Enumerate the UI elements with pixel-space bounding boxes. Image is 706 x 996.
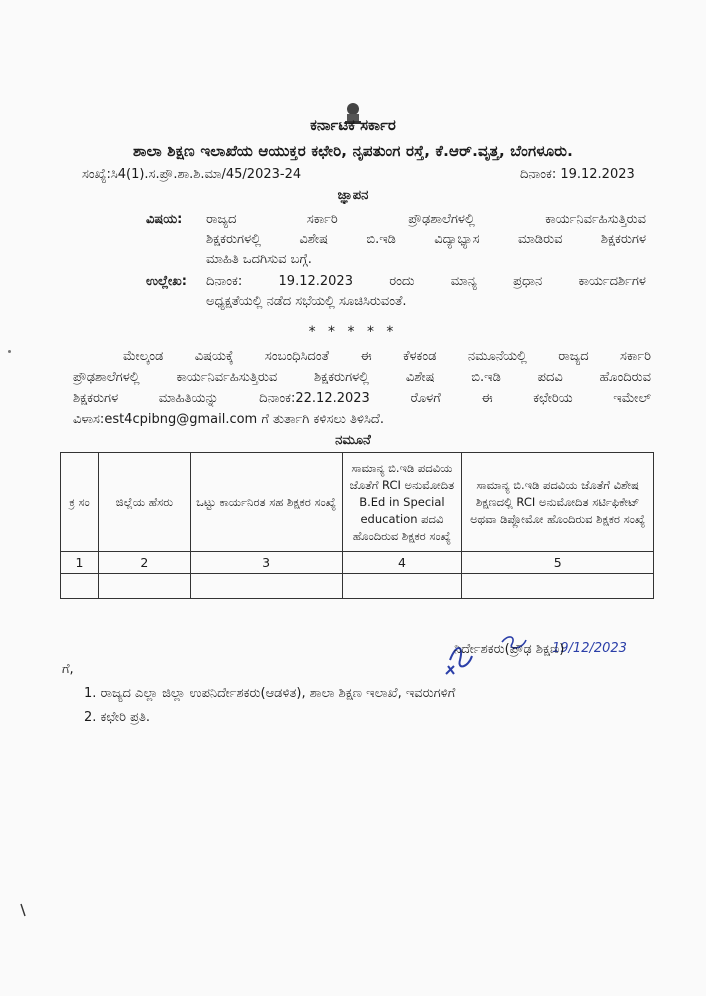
- table-row: [61, 574, 654, 599]
- column-header-serial: ಕ್ರ ಸಂ: [61, 453, 99, 552]
- column-number: 2: [98, 552, 190, 574]
- subject-line: ಶಿಕ್ಷಕರುಗಳಲ್ಲಿ ವಿಶೇಷ ಬಿ.ಇಡಿ ವಿದ್ಯಾಭ್ಯಾಸ ಮಾಡಿರುವ ಶಿಕ್ಷಕರುಗಳ: [206, 232, 646, 247]
- table-cell: [98, 574, 190, 599]
- subject-label: ವಿಷಯ:: [146, 212, 183, 227]
- body-line: ಪ್ರೌಢಶಾಲೆಗಳಲ್ಲಿ ಕಾರ್ಯನಿರ್ವಹಿಸುತ್ತಿರುವ ಶಿಕ್ಷಕರುಗಳಲ್ಲಿ ವಿಶೇಷ ಬಿ.ಇಡಿ ಪದವಿ ಹೊಂದಿರುವ: [73, 370, 651, 385]
- office-title: ಶಾಲಾ ಶಿಕ್ಷಣ ಇಲಾಖೆಯ ಆಯುಕ್ತರ ಕಛೇರಿ, ನೃಪತುಂಗ ರಸ್ತೆ, ಕೆ.ಆರ್.ವೃತ್ತ, ಬೆಂಗಳೂರು.: [132, 142, 574, 160]
- table-cell: [190, 574, 342, 599]
- column-number: 3: [190, 552, 342, 574]
- subject-text: [206, 210, 646, 270]
- form-title: ನಮೂನೆ: [335, 433, 371, 448]
- column-number: 4: [342, 552, 462, 574]
- reference-line: ದಿನಾಂಕ: 19.12.2023 ರಂದು ಮಾನ್ಯ ಪ್ರಧಾನ ಕಾರ್ಯದರ್ಶಿಗಳ: [206, 274, 646, 289]
- reference-text: [206, 272, 646, 312]
- form-table: [60, 452, 654, 599]
- column-header-special-bed: ಸಾಮಾನ್ಯ ಬಿ.ಇಡಿ ಪದವಿಯ ಜೊತೆಗೆ RCI ಅನುಮೋದಿತ B.Ed in Special education ಪದವಿ ಹೊಂದಿರುವ ಶಿಕ್ಷಕರ ಸಂಖ್ಯೆ: [342, 453, 462, 552]
- table-row: [61, 552, 654, 574]
- table-cell: [61, 574, 99, 599]
- body-line: ವಿಳಾಸ:est4cpibng@gmail.com ಗೆ ತುರ್ತಾಗಿ ಕಳಿಸಲು ತಿಳಿಸಿದೆ.: [73, 412, 384, 427]
- subject-line: ರಾಜ್ಯದ ಸರ್ಕಾರಿ ಪ್ರೌಢಶಾಲೆಗಳಲ್ಲಿ ಕಾರ್ಯನಿರ್ವಹಿಸುತ್ತಿರುವ: [206, 212, 646, 227]
- column-number: 1: [61, 552, 99, 574]
- column-number: 5: [462, 552, 654, 574]
- reference-number: ಸಂಖ್ಯೆ:ಸಿ4(1).ಸ.ಪ್ರೌ.ಶಾ.ಶಿ.ಮಾ/45/2023-24: [82, 167, 302, 182]
- reference-label: ಉಲ್ಲೇಖ:: [146, 274, 187, 289]
- reference-line: ಅಧ್ಯಕ್ಷತೆಯಲ್ಲಿ ನಡೆದ ಸಭೆಯಲ್ಲಿ ಸೂಚಿಸಿರುವಂತೆ.: [206, 294, 407, 309]
- table-header-row: [61, 453, 654, 552]
- body-line: ಶಿಕ್ಷಕರುಗಳ ಮಾಹಿತಿಯನ್ನು ದಿನಾಂಕ:22.12.2023 ರೊಳಗೆ ಈ ಕಛೇರಿಯ ಇಮೇಲ್: [73, 391, 651, 406]
- table-cell: [342, 574, 462, 599]
- recipients-to: ಗೆ,: [62, 662, 74, 677]
- scan-speck: [8, 350, 11, 353]
- subject-line: ಮಾಹಿತಿ ಒದಗಿಸುವ ಬಗ್ಗೆ.: [206, 252, 312, 267]
- recipient-item: 1. ರಾಜ್ಯದ ಎಲ್ಲಾ ಜಿಲ್ಲಾ ಉಪನಿರ್ದೇಶಕರು(ಆಡಳಿತ), ಶಾಲಾ ಶಿಕ್ಷಣ ಇಲಾಖೆ, ಇವರುಗಳಿಗೆ: [84, 686, 456, 701]
- recipient-item: 2. ಕಛೇರಿ ಪ್ರತಿ.: [84, 710, 151, 725]
- column-header-district: ಜಿಲ್ಲೆಯ ಹೆಸರು: [98, 453, 190, 552]
- table-cell: [462, 574, 654, 599]
- document-date: ದಿನಾಂಕ: 19.12.2023: [520, 167, 635, 182]
- separator-stars: * * * * *: [308, 324, 398, 340]
- scan-mark: [20, 903, 26, 917]
- column-header-total-teachers: ಒಟ್ಟು ಕಾರ್ಯನಿರತ ಸಹ ಶಿಕ್ಷಕರ ಸಂಖ್ಯೆ: [190, 453, 342, 552]
- body-paragraph: [73, 346, 651, 430]
- column-header-certificate-diploma: ಸಾಮಾನ್ಯ ಬಿ.ಇಡಿ ಪದವಿಯ ಜೊತೆಗೆ ವಿಶೇಷ ಶಿಕ್ಷಣದಲ್ಲಿ RCI ಅನುಮೋದಿತ ಸರ್ಟಿಫಿಕೇಟ್ ಅಥವಾ ಡಿಪ್ಲೋಮೋ ಹೊಂದಿರುವ ಶಿಕ್ಷಕರ ಸಂಖ್ಯೆ: [462, 453, 654, 552]
- signature-date: 19/12/2023: [552, 641, 627, 656]
- signatory-designation: ನಿರ್ದೇಶಕರು(ಪ್ರೌಢ ಶಿಕ್ಷಣ): [454, 642, 565, 657]
- body-line: ಮೇಲ್ಕಂಡ ವಿಷಯಕ್ಕೆ ಸಂಬಂಧಿಸಿದಂತೆ ಈ ಕೆಳಕಂಡ ನಮೂನೆಯಲ್ಲಿ ರಾಜ್ಯದ ಸರ್ಕಾರಿ: [123, 349, 651, 364]
- notice-title: ಜ್ಞಾಪನ: [337, 188, 369, 203]
- government-title: ಕರ್ನಾಟಕ ಸರ್ಕಾರ: [310, 116, 396, 134]
